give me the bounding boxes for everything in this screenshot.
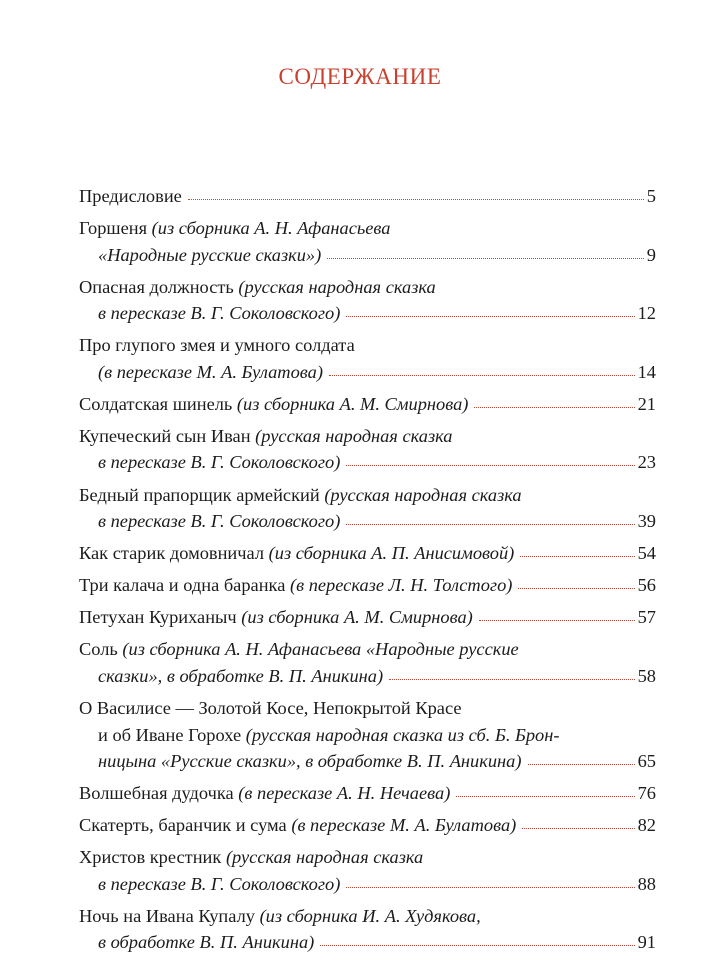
toc-entry — [79, 482, 656, 535]
entry-source-note: (из сборника А. Н. Афанасьева — [151, 218, 391, 239]
entry-source-note: (из сборника А. Н. Афанасьева «Народные русские — [122, 639, 519, 660]
entry-source-note: (в пересказе М. А. Булатова) — [98, 361, 323, 382]
dot-leader — [188, 199, 644, 200]
entry-source-note: в пересказе В. Г. Соколовского) — [98, 452, 341, 473]
page-number: 12 — [637, 303, 656, 324]
entry-title: Опасная должность — [79, 276, 234, 297]
entry-source-note: (русская народная сказка — [238, 276, 436, 297]
entry-source-note: сказки», в обработке В. П. Аникина) — [98, 665, 384, 686]
entry-title: и об Иване Горохе — [98, 724, 242, 745]
toc-entry-line — [79, 423, 656, 450]
toc-entry — [79, 695, 656, 775]
entry-title: Петухан Куриханыч — [79, 607, 237, 628]
dot-leader — [518, 588, 634, 589]
toc-entry — [79, 183, 656, 210]
toc-entry-line — [79, 215, 656, 242]
toc-entry-line — [79, 871, 656, 898]
entry-source-note: «Народные русские сказки») — [98, 244, 322, 265]
page-number: 58 — [637, 665, 656, 686]
entry-source-note: (русская народная сказка — [255, 425, 453, 446]
entry-source-note: (русская народная сказка из сб. Б. Брон- — [245, 724, 560, 745]
toc-entry — [79, 604, 656, 631]
page-number: 57 — [637, 607, 656, 628]
dot-leader — [389, 679, 634, 680]
entry-title: Предисловие — [79, 186, 182, 206]
toc-entry-line — [79, 449, 656, 476]
toc-entry-line — [79, 636, 656, 663]
toc-entry-line — [79, 540, 656, 567]
toc-entry-line — [79, 722, 656, 749]
dot-leader — [346, 316, 634, 317]
entry-title: Бедный прапорщик армейский — [79, 484, 320, 505]
entry-source-note: (русская народная сказка — [225, 847, 424, 868]
entry-source-note: в обработке В. П. Аникина) — [98, 932, 315, 953]
toc-entry — [79, 780, 656, 807]
entry-source-note: (в пересказе М. А. Булатова) — [291, 815, 517, 836]
dot-leader — [520, 556, 634, 557]
entry-title: Как старик домовничал — [79, 543, 265, 564]
toc-entry-line — [79, 359, 656, 386]
toc-entry — [79, 540, 656, 567]
toc-entry-line — [79, 508, 656, 535]
dot-leader — [346, 524, 634, 525]
entry-title: Скатерть, баранчик и сума — [79, 815, 287, 836]
page-number: 9 — [646, 244, 656, 265]
page-number: 39 — [637, 511, 656, 532]
entry-source-note: (из сборника И. А. Худякова, — [259, 905, 481, 926]
toc-entry-line — [79, 812, 656, 839]
toc-entry-line — [79, 242, 656, 269]
dot-leader — [320, 945, 634, 946]
toc-entry — [79, 903, 656, 956]
entry-source-note: в пересказе В. Г. Соколовского) — [98, 873, 341, 894]
toc-entry — [79, 812, 656, 839]
table-of-contents — [79, 183, 656, 962]
page-number: 56 — [637, 575, 656, 596]
entry-title: Купеческий сын Иван — [79, 425, 251, 446]
entry-source-note: (русская народная сказка — [324, 484, 522, 505]
entry-title: О Василисе — Золотой Косе, Непокрытой Красе — [79, 698, 462, 719]
toc-entry-line — [79, 844, 656, 871]
dot-leader — [456, 796, 634, 797]
entry-source-note: (из сборника А. М. Смирнова) — [241, 607, 473, 628]
entry-title: Волшебная дудочка — [79, 783, 234, 804]
entry-source-note: (в пересказе Л. Н. Толстого) — [289, 575, 513, 596]
page-number: 21 — [637, 393, 656, 414]
toc-entry-line — [79, 604, 656, 631]
entry-source-note: в пересказе В. Г. Соколовского) — [98, 303, 341, 324]
entry-title: Солдатская шинель — [79, 393, 233, 414]
toc-entry-line — [79, 183, 656, 210]
entry-source-note: (из сборника А. П. Анисимовой) — [268, 543, 515, 564]
toc-entry-line — [79, 663, 656, 690]
dot-leader — [346, 465, 634, 466]
entry-title: Три калача и одна баранка — [79, 575, 286, 596]
dot-leader — [528, 764, 635, 765]
toc-entry — [79, 274, 656, 327]
toc-entry — [79, 391, 656, 418]
toc-entry — [79, 423, 656, 476]
entry-source-note: ницына «Русские сказки», в обработке В. П. Аникина) — [98, 751, 522, 772]
entry-title: Ночь на Ивана Купалу — [79, 905, 255, 926]
page-number: 88 — [637, 873, 656, 894]
toc-entry — [79, 572, 656, 599]
entry-title: Соль — [79, 639, 118, 660]
toc-entry — [79, 215, 656, 268]
page-number: 76 — [637, 783, 656, 804]
page-number: 82 — [637, 815, 656, 836]
toc-entry-line — [79, 572, 656, 599]
dot-leader — [522, 828, 634, 829]
entry-title: Горшеня — [79, 218, 148, 239]
page-number: 65 — [637, 751, 656, 772]
page-title: СОДЕРЖАНИЕ — [278, 64, 442, 89]
dot-leader — [474, 407, 634, 408]
entry-source-note: в пересказе В. Г. Соколовского) — [98, 511, 341, 532]
page-number: 91 — [637, 932, 656, 953]
toc-entry-line — [79, 903, 656, 930]
toc-entry-line — [79, 391, 656, 418]
dot-leader — [327, 258, 644, 259]
toc-entry — [79, 844, 656, 897]
page-number: 54 — [637, 543, 656, 564]
toc-entry-line — [79, 274, 656, 301]
page-number: 23 — [637, 452, 656, 473]
toc-entry-line — [79, 332, 656, 359]
toc-entry-line — [79, 929, 656, 956]
toc-entry-line — [79, 748, 656, 775]
page-number: 5 — [646, 186, 656, 206]
toc-entry-line — [79, 695, 656, 722]
toc-entry — [79, 332, 656, 385]
page-number: 14 — [637, 361, 656, 382]
entry-title: Про глупого змея и умного солдата — [79, 335, 355, 356]
entry-source-note: (из сборника А. М. Смирнова) — [236, 393, 469, 414]
toc-entry-line — [79, 780, 656, 807]
toc-entry-line — [79, 482, 656, 509]
dot-leader — [329, 375, 635, 376]
toc-entry — [79, 636, 656, 689]
toc-entry-line — [79, 300, 656, 327]
entry-title: Христов крестник — [79, 847, 222, 868]
dot-leader — [479, 620, 635, 621]
dot-leader — [346, 887, 634, 888]
entry-source-note: (в пересказе А. Н. Нечаева) — [238, 783, 451, 804]
